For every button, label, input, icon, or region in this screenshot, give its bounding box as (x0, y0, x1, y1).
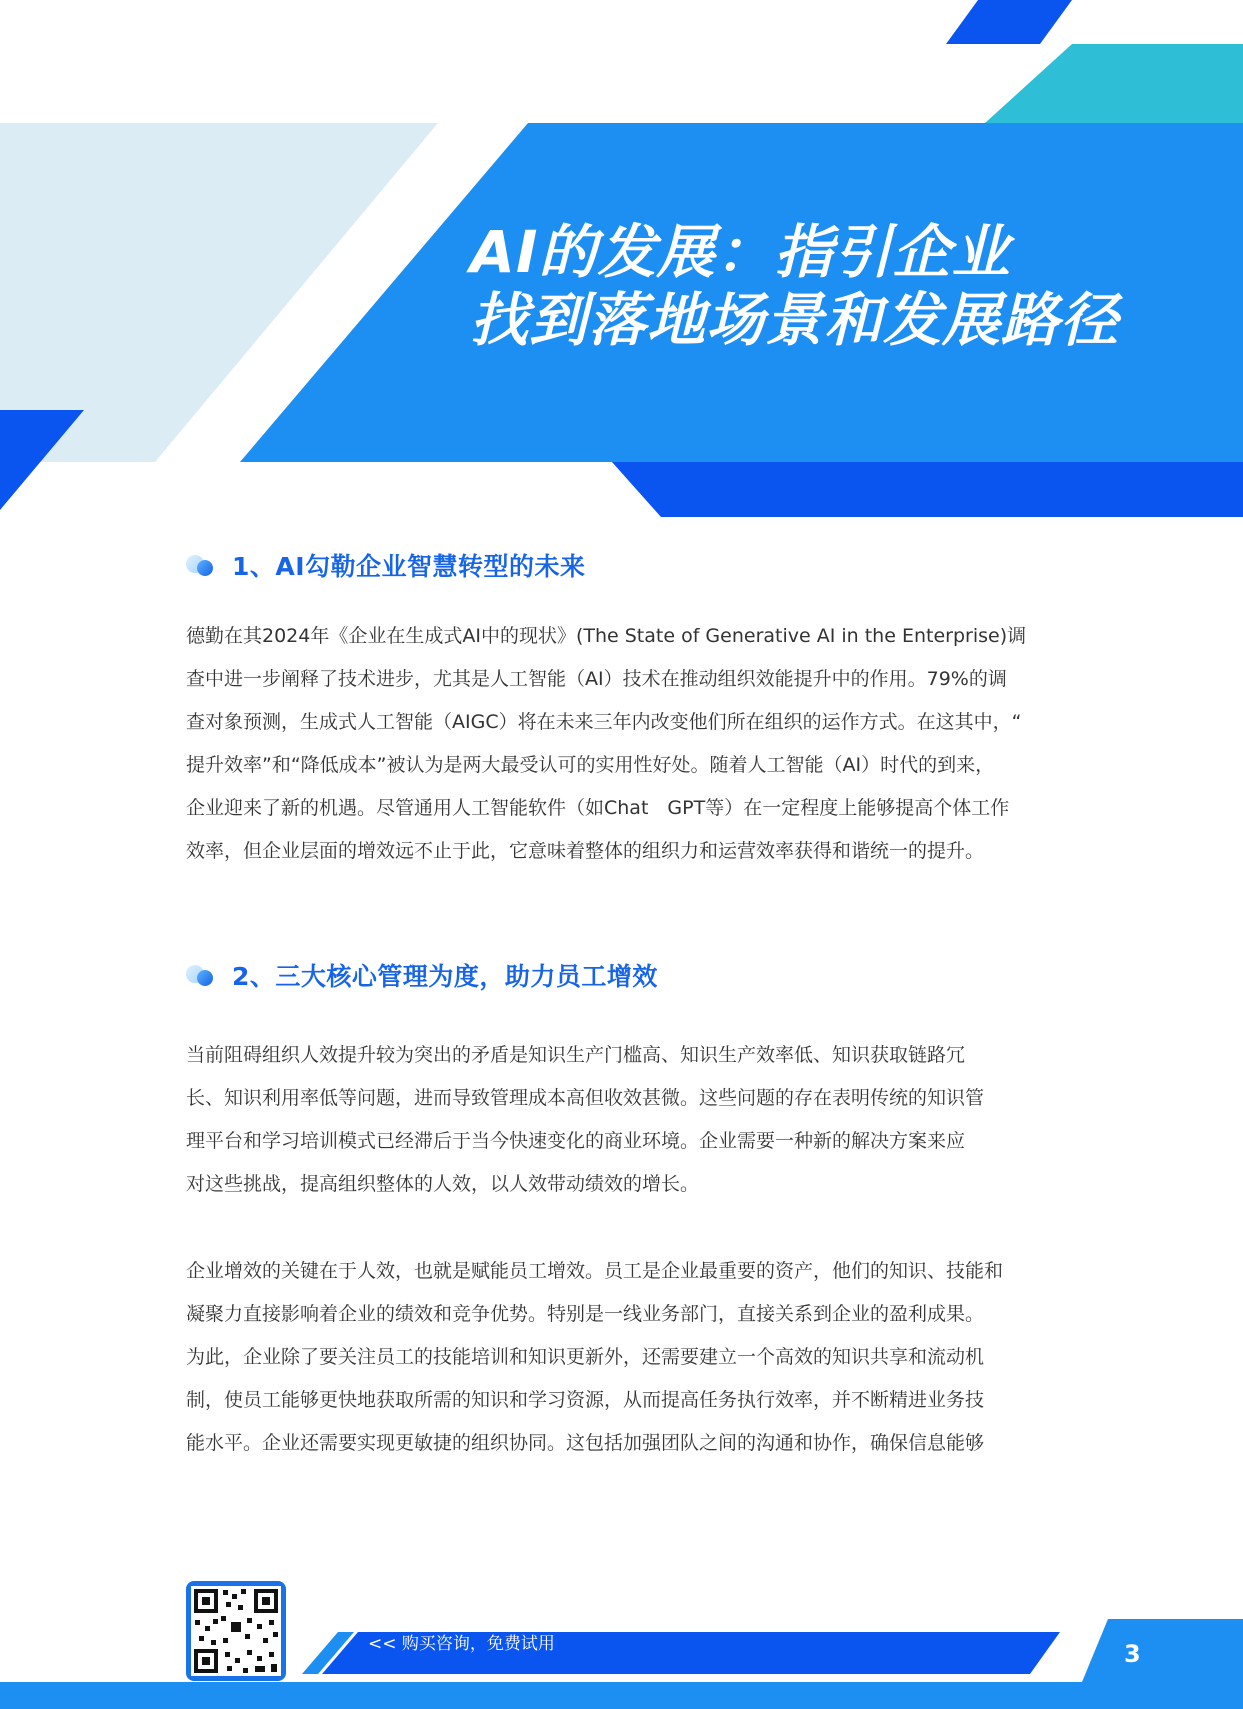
page-number: 3 (1124, 1640, 1141, 1668)
section-1-title: 1、AI勾勒企业智慧转型的未来 (232, 552, 586, 581)
section-1-paragraph-1 (186, 615, 1086, 873)
qr-pattern (191, 1586, 281, 1676)
text-line: 效率，但企业层面的增效远不止于此，它意味着整体的组织力和运营效率获得和谐统一的提升。 (186, 840, 985, 862)
section-2-heading (186, 955, 658, 995)
page-number-tab (1082, 1619, 1243, 1682)
bullet-icon (186, 963, 216, 987)
section-2-title: 2、三大核心管理为度，助力员工增效 (232, 962, 658, 991)
title-line-1: AI的发展：指引企业 (470, 218, 1011, 286)
section-1-heading (186, 545, 586, 585)
text-line: 长、知识利用率低等问题，进而导致管理成本高但收效甚微。这些问题的存在表明传统的知识管 (186, 1087, 985, 1109)
dark-blue-banner-base (612, 462, 1243, 517)
text-line: 企业增效的关键在于人效，也就是赋能员工增效。员工是企业最重要的资产，他们的知识、技能和 (186, 1260, 1004, 1282)
text-line: 当前阻碍组织人效提升较为突出的矛盾是知识生产门槛高、知识生产效率低、知识获取链路冗 (186, 1044, 966, 1066)
text-line: 查中进一步阐释了技术进步，尤其是人工智能（AI）技术在推动组织效能提升中的作用。79%的调 (186, 668, 1007, 690)
text-line: 能水平。企业还需要实现更敏捷的组织协同。这包括加强团队之间的沟通和协作，确保信息能够 (186, 1432, 985, 1454)
text-line: 凝聚力直接影响着企业的绩效和竞争优势。特别是一线业务部门，直接关系到企业的盈利成果。 (186, 1303, 985, 1325)
text-line: 查对象预测，生成式人工智能（AIGC）将在未来三年内改变他们所在组织的运作方式。在这其中，“ (186, 711, 1022, 733)
text-line: 提升效率”和“降低成本”被认为是两大最受认可的实用性好处。随着人工智能（AI）时代的到来， (186, 754, 995, 776)
dark-blue-top-stripe (946, 0, 1072, 44)
teal-corner (985, 44, 1243, 123)
text-line: 理平台和学习培训模式已经滞后于当今快速变化的商业环境。企业需要一种新的解决方案来应 (186, 1130, 966, 1152)
text-line: 制，使员工能够更快地获取所需的知识和学习资源，从而提高任务执行效率，并不断精进业务技 (186, 1389, 985, 1411)
page-title (470, 218, 1210, 354)
light-blue-footer-bar (0, 1682, 1243, 1709)
section-2-paragraph-2 (186, 1250, 1086, 1465)
section-2-paragraph-1 (186, 1034, 1086, 1206)
text-line: 为此，企业除了要关注员工的技能培训和知识更新外，还需要建立一个高效的知识共享和流动机 (186, 1346, 985, 1368)
qr-code-icon (186, 1581, 286, 1681)
text-line: 企业迎来了新的机遇。尽管通用人工智能软件（如Chat GPT等）在一定程度上能够提高个体工作 (186, 797, 1010, 819)
text-line: 德勤在其2024年《企业在生成式AI中的现状》(The State of Generative AI in the Enterprise)调 (186, 625, 1027, 647)
purchase-consult-link[interactable]: << 购买咨询，免费试用 (368, 1634, 555, 1654)
title-line-2: 找到落地场景和发展路径 (470, 286, 1120, 354)
text-line: 对这些挑战，提高组织整体的人效，以人效带动绩效的增长。 (186, 1173, 700, 1195)
bullet-icon (186, 553, 216, 577)
